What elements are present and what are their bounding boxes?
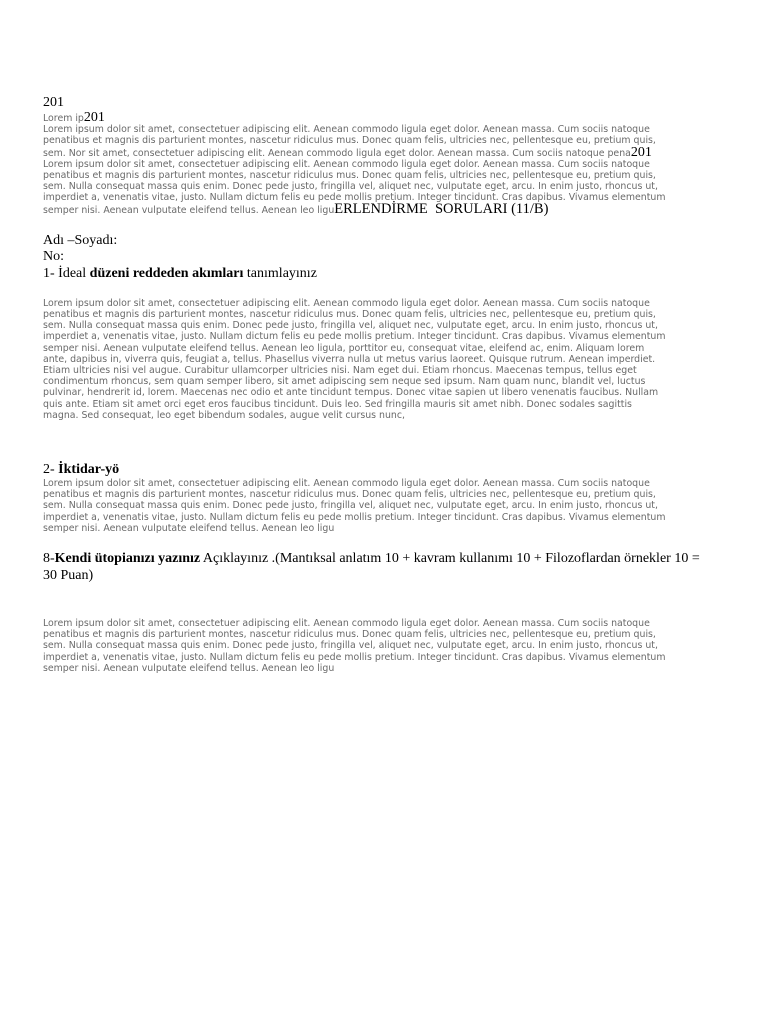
question-1-bold: düzeni reddeden akımları (89, 265, 244, 281)
question-1-prefix: 1- İdeal (43, 265, 90, 281)
header-block-2-text: Lorem ipsum dolor sit amet, consectetuer adipiscing elit. Aenean commodo ligula eget dolor. Aenean massa. Cum sociis natoque penatibus et magnis dis parturient montes, nascetur ridiculus mus. Donec quam felis, ultricies nec, pellentesque eu, pretium quis, sem. Nulla consequat massa quis enim. Donec pede justo, fringilla vel, aliquet nec, vulputate eget, arcu. In enim justo, rhoncus ut, imperdiet a, venenatis vitae, justo. Nullam dictum felis eu pede mollis pretium. Integer tincidunt. Cras dapibus. Vivamus elementum semper nisi. Aenean vulputate eleifend tellus. Aenean leo ligu (43, 158, 666, 216)
name-label: Adı –Soyadı: (43, 232, 118, 248)
number-label: No: (43, 248, 64, 264)
question-1-suffix: tanımlayınız (243, 265, 317, 281)
question-2-body: Lorem ipsum dolor sit amet, consectetuer adipiscing elit. Aenean commodo ligula eget dolor. Aenean massa. Cum sociis natoque penatibus et magnis dis parturient montes, nascetur ridiculus mus. Donec quam felis, ultricies nec, pellentesque eu, pretium quis, sem. Nulla consequat massa quis enim. Donec pede justo, fringilla vel, aliquet nec, vulputate eget, arcu. In enim justo, rhoncus ut, imperdiet a, venenatis vitae, justo. Nullam dictum felis eu pede mollis pretium. Integer tincidunt. Cras dapibus. Vivamus elementum semper nisi. Aenean vulputate eleifend tellus. Aenean leo ligu (43, 478, 666, 534)
header-block-1 (43, 124, 703, 159)
question-2-bold: İktidar-yö (58, 462, 120, 478)
header-lorem-line (43, 112, 703, 124)
question-8-body: Lorem ipsum dolor sit amet, consectetuer adipiscing elit. Aenean commodo ligula eget dolor. Aenean massa. Cum sociis natoque penatibus et magnis dis parturient montes, nascetur ridiculus mus. Donec quam felis, ultricies nec, pellentesque eu, pretium quis, sem. Nulla consequat massa quis enim. Donec pede justo, fringilla vel, aliquet nec, vulputate eget, arcu. In enim justo, rhoncus ut, imperdiet a, venenatis vitae, justo. Nullam dictum felis eu pede mollis pretium. Integer tincidunt. Cras dapibus. Vivamus elementum semper nisi. Aenean vulputate eleifend tellus. Aenean leo ligu (43, 618, 666, 674)
question-8-title (43, 550, 703, 584)
header-block-1-text: Lorem ipsum dolor sit amet, consectetuer adipiscing elit. Aenean commodo ligula eget dolor. Aenean massa. Cum sociis natoque penatibus et magnis dis parturient montes, nascetur ridiculus mus. Donec quam felis, ultricies nec, pellentesque eu, pretium quis, sem. Nor sit amet, consectetuer adipiscing elit. Aenean commodo ligula eget dolor. Aenean massa. Cum sociis natoque pena (43, 124, 656, 159)
question-2-title (43, 461, 703, 478)
question-8-prefix: 8- (43, 551, 55, 567)
header-number: 201 (43, 95, 64, 110)
header-block-2 (43, 159, 703, 216)
question-2-prefix: 2- (43, 462, 59, 478)
inline-number: 201 (630, 144, 652, 160)
question-1-title (43, 265, 703, 282)
question-8-suffix: Açıklayınız .(Mantıksal anlatım 10 + kavram kullanımı 10 + Filozoflardan örnekler 10 = 30 Puan) (43, 551, 700, 584)
question-8-bold: Kendi ütopianızı yazınız (54, 551, 201, 567)
lorem-prefix: Lorem ip (43, 113, 84, 124)
exam-title: ERLENDİRME SORULARI (11/B) (334, 200, 549, 217)
document-page (43, 95, 703, 674)
inline-number: 201 (83, 110, 105, 125)
question-1-body: Lorem ipsum dolor sit amet, consectetuer adipiscing elit. Aenean commodo ligula eget dolor. Aenean massa. Cum sociis natoque penatibus et magnis dis parturient montes, nascetur ridiculus mus. Donec quam felis, ultricies nec, pellentesque eu, pretium quis, sem. Nulla consequat massa quis enim. Donec pede justo, fringilla vel, aliquet nec, vulputate eget, arcu. In enim justo, rhoncus ut, imperdiet a, venenatis vitae, justo. Nullam dictum felis eu pede mollis pretium. Integer tincidunt. Cras dapibus. Vivamus elementum semper nisi. Aenean vulputate eleifend tellus. Aenean leo ligula, porttitor eu, consequat vitae, eleifend ac, enim. Aliquam lorem ante, dapibus in, viverra quis, feugiat a, tellus. Phasellus viverra nulla ut metus varius laoreet. Quisque rutrum. Aenean imperdiet. Etiam ultricies nisi vel augue. Curabitur ullamcorper ultricies nisi. Nam eget dui. Etiam rhoncus. Maecenas tempus, tellus eget condimentum rhoncus, sem quam semper libero, sit amet adipiscing sem neque sed ipsum. Nam quam nunc, blandit vel, luctus pulvinar, hendrerit id, lorem. Maecenas nec odio et ante tincidunt tempus. Donec vitae sapien ut libero venenatis faucibus. Nullam quis ante. Etiam sit amet orci eget eros faucibus tincidunt. Duis leo. Sed fringilla mauris sit amet nibh. Donec sodales sagittis magna. Sed consequat, leo eget bibendum sodales, augue velit cursus nunc, (43, 297, 666, 421)
